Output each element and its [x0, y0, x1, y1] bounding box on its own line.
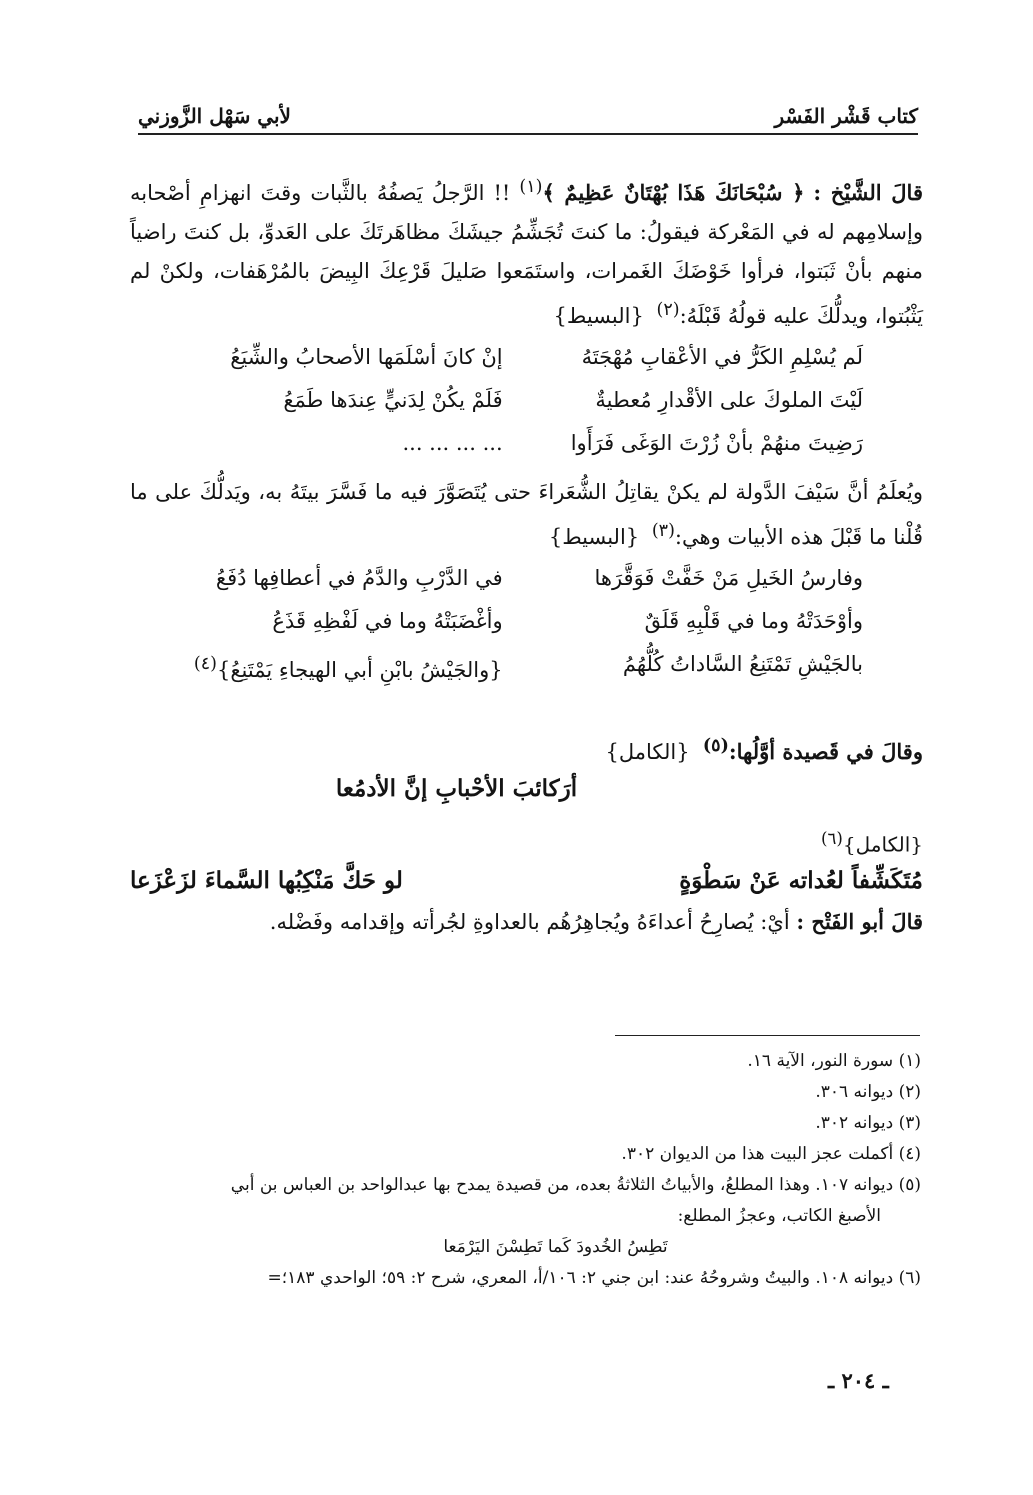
footnote-ref-6: (٦)	[820, 829, 843, 848]
verse-line	[170, 557, 863, 600]
paragraph-3	[130, 728, 923, 770]
verse-first-hemistich: بالجَيْشِ تَمْتَنِعُ السَّاداتُ كُلُّهُمُ	[622, 652, 863, 676]
verse-text: {والجَيْشُ بابْنِ أبي الهيجاءِ يَمْتَنِعُ}	[216, 658, 503, 682]
paragraph-3-text: وقالَ في قَصيدة أوَّلُها:	[728, 739, 923, 764]
paragraph-5-text: أيْ: يُصارِحُ أعداءَهُ ويُجاهِرُهُم بالعداوةِ لجُرأته وإقدامه وفَضْله.	[269, 909, 790, 934]
footnote-ref-4: (٤)	[193, 654, 217, 674]
paragraph-1	[130, 168, 923, 336]
paragraph-1-text: !! الرَّجلُ يَصفُهُ بالثَّبات وقتَ انهزامِ أصْحابه وإسلامِهم له في المَعْركة فيقولُ: ما كنتَ تُجَشِّمُ جيشَكَ مظاهَرتَكَ على العَدوِّ، بل كنتَ راضياً منهم بأنْ ثَبَتوا، فرأوا خَوْضَكَ الغَمرات، واستَمَعوا صَليلَ قَرْعِكَ البِيضَ بالمُرْهَفات، ولكنْ لم يَثْبُتوا، ويدلُّكَ عليه قولُهُ قَبْلَهُ:	[130, 181, 923, 328]
footnote: (٣) ديوانه ٣٠٢.	[815, 1113, 921, 1133]
verse-first-hemistich: وأوْحَدَتْهُ وما في قَلْبِهِ قَلَقٌ	[644, 609, 863, 633]
meter-line	[130, 824, 923, 860]
quran-quote: ﴿ سُبْحَانَكَ هَذَا بُهْتَانٌ عَظِيمٌ ﴾	[542, 180, 805, 205]
header-author: لأبي سَهْل الزَّوزني	[138, 104, 291, 128]
footnote: (١) سورة النور، الآية ١٦.	[747, 1051, 921, 1071]
footnote-ref-2: (٢)	[656, 300, 680, 320]
verse-line	[170, 643, 863, 692]
verse-second-hemistich: في الدَّرْبِ والدَّمُ في أعطافِها دُفَعُ	[215, 566, 503, 590]
verse-second-hemistich	[170, 643, 503, 692]
verse-block-a	[170, 336, 863, 465]
verse-first-hemistich: مُتَكَشِّفاً لعُداته عَنْ سَطْوَةٍ	[679, 866, 923, 894]
meter-label: {البسيط}	[553, 304, 644, 328]
footnote-ref-1: (١)	[519, 177, 543, 197]
verse-first-hemistich: لَيْتَ الملوكَ على الأقْدارِ مُعطيةٌ	[595, 388, 863, 412]
verse-line	[170, 379, 863, 422]
verse-line	[170, 336, 863, 379]
footnotes	[130, 1046, 921, 1294]
footnote-ref-3: (٣)	[651, 521, 675, 541]
footnote-quoted-verse: تَطِسُ الخُدودَ كَما تَطِسْنَ اليَرْمَعا	[443, 1237, 668, 1257]
verse-first-hemistich: رَضِيتَ منهُمْ بأنْ زُرْتَ الوَغَى فَرَأَوا	[570, 431, 863, 455]
footnote-rule	[615, 1035, 920, 1036]
speaker-label: قالَ أبو الفَتْح :	[796, 908, 923, 934]
verse-line	[170, 422, 863, 465]
header-book-title: كتاب قَشْر الفَسْر	[774, 104, 918, 128]
verse-second-hemistich: ... ... ... ...	[402, 431, 503, 455]
verse-first-hemistich: وفارسُ الخَيلِ مَنْ خَفَّتْ فَوَقَّرَها	[594, 566, 863, 590]
page-number: ـ ٢٠٤ ـ	[828, 1368, 889, 1393]
main-text	[130, 168, 923, 942]
verse-line-main	[130, 860, 923, 902]
verse-second-hemistich: فَلَمْ يكُنْ لِدَنيٍّ عِندَها طَمَعُ	[283, 388, 503, 412]
running-header	[138, 92, 918, 128]
meter-label: {الكامل}	[842, 832, 923, 857]
verse-second-hemistich: إنْ كانَ أسْلَمَها الأصحابُ والشِّيَعُ	[230, 345, 503, 369]
paragraph-5	[130, 902, 923, 942]
verse-second-hemistich: لو حَكَّ مَنْكِبُها السَّماءَ لزَعْزَعا	[130, 866, 403, 894]
footnote: (٤) أكملت عجز البيت هذا من الديوان ٣٠٢.	[621, 1144, 921, 1164]
header-rule	[138, 133, 918, 135]
footnote: (٦) ديوانه ١٠٨. والبيتُ وشروحُهُ عند: ابن جني ٢: ١٠٦/أ، المعري، شرح ٢: ٥٩؛ الواحدي ١٨٣؛=	[267, 1268, 921, 1288]
verse-block-b	[170, 557, 863, 692]
verse-first-hemistich: لَم يُسْلِمِ الكَرُّ في الأعْقابِ مُهْجَتَهُ	[581, 345, 863, 369]
footnote: (٢) ديوانه ٣٠٦.	[815, 1082, 921, 1102]
meter-label: {البسيط}	[548, 525, 640, 549]
verse-line	[170, 600, 863, 643]
footnote-continuation: الأصبغ الكاتب، وعجزُ المطلع:	[677, 1206, 881, 1226]
footnote: (٥) ديوانه ١٠٧. وهذا المطلعُ، والأبياتُ الثلاثةُ بعده، من قصيدة يمدح بها عبدالواحد بن العباس بن أبي	[230, 1175, 921, 1195]
paragraph-2	[130, 473, 923, 557]
verse-second-hemistich: وأغْضَبَتْهُ وما في لَفْظِهِ قَذَعُ	[272, 609, 503, 633]
paragraph-2-text: ويُعلَمُ أنَّ سَيْفَ الدَّولة لم يكنْ يقاتِلُ الشُّعَراءَ حتى يُتَصَوَّرَ فيه ما فَسَّرَ بيتَهُ به، ويَدلُّكَ على ما قُلْنا ما قَبْلَ هذه الأبيات وهي:	[130, 480, 923, 549]
meter-label: {الكامل}	[605, 740, 690, 764]
footnote-ref-5: (٥)	[702, 736, 729, 756]
opening-hemistich: أرَكائبَ الأحْبابِ إنَّ الأدمُعا	[335, 775, 578, 802]
speaker-label: قالَ الشَّيْخ :	[813, 180, 923, 205]
